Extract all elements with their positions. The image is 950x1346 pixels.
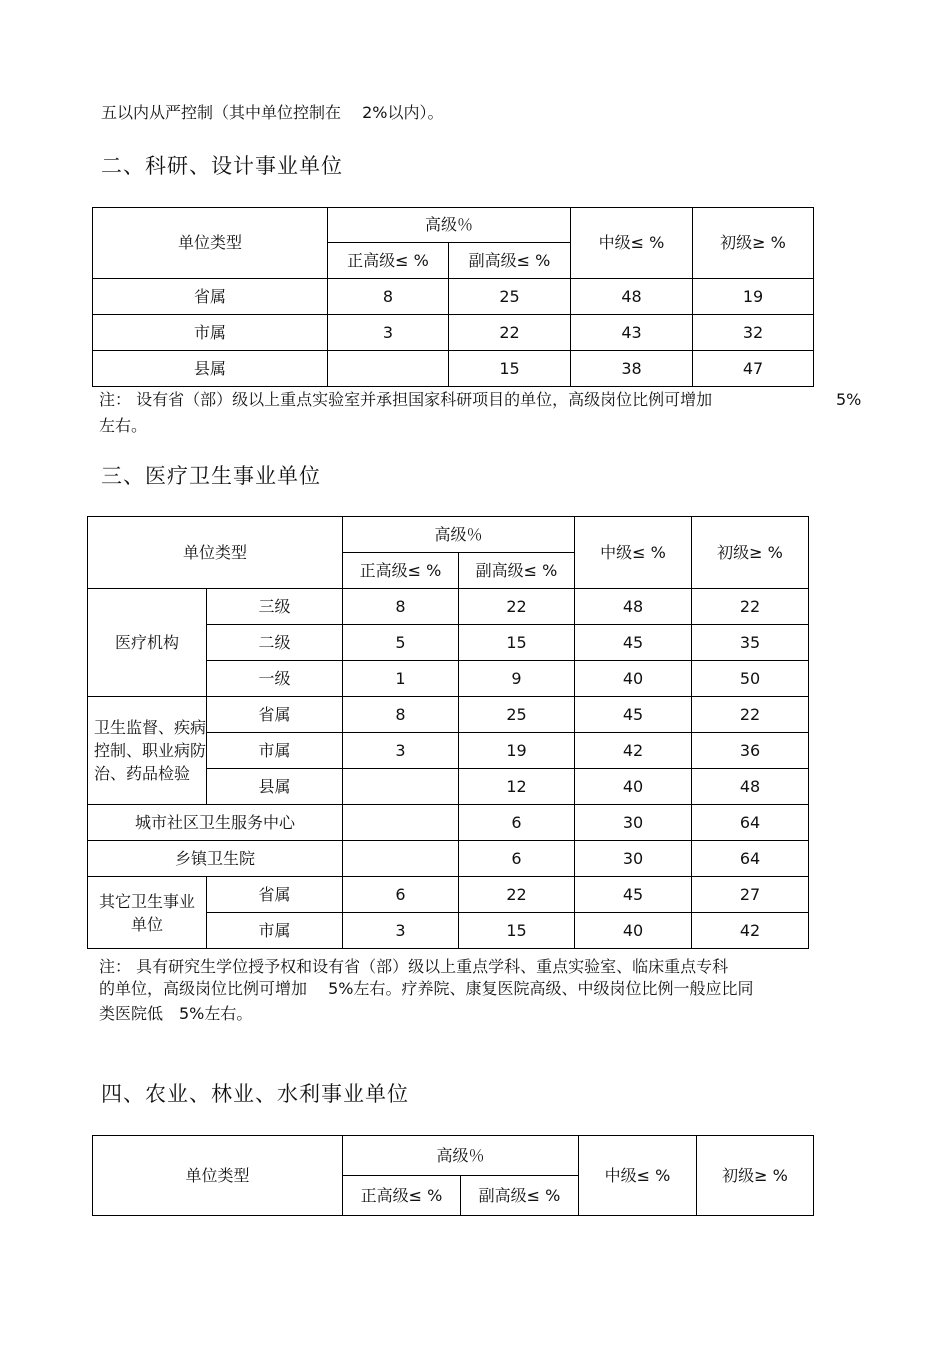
table-row <box>88 841 809 877</box>
section2-title: 二、科研、设计事业单位 <box>101 154 343 178</box>
junior-header: 初级≥ % <box>697 1136 814 1216</box>
cell-intermediate: 40 <box>575 769 692 805</box>
cell-intermediate: 45 <box>575 625 692 661</box>
table-row <box>88 589 809 625</box>
cell-deputy-senior: 25 <box>449 279 571 315</box>
cell-intermediate: 30 <box>575 805 692 841</box>
cell-full-senior: 5 <box>343 625 459 661</box>
cell-deputy-senior: 6 <box>459 805 575 841</box>
row-label: 一级 <box>207 661 343 697</box>
section3-table <box>87 516 809 949</box>
cell-intermediate: 30 <box>575 841 692 877</box>
table-row <box>88 877 809 913</box>
row-label: 省属 <box>207 877 343 913</box>
cell-junior: 35 <box>692 625 809 661</box>
cell-intermediate: 45 <box>575 697 692 733</box>
unit-type-header: 单位类型 <box>93 1136 343 1216</box>
cell-deputy-senior: 6 <box>459 841 575 877</box>
section4-title: 四、农业、林业、水利事业单位 <box>101 1082 409 1106</box>
cell-deputy-senior: 15 <box>459 913 575 949</box>
section2-note-pct: 5% <box>836 390 862 409</box>
cell-intermediate: 38 <box>571 351 693 387</box>
row-label: 县属 <box>93 351 328 387</box>
cell-full-senior: 3 <box>328 315 449 351</box>
cell-intermediate: 48 <box>571 279 693 315</box>
cell-full-senior <box>343 769 459 805</box>
cell-intermediate: 40 <box>575 913 692 949</box>
table-row <box>93 279 814 315</box>
cell-intermediate: 40 <box>575 661 692 697</box>
section2-note-line2: 左右。 <box>99 416 148 435</box>
group-medical-institutions: 医疗机构 <box>88 589 207 697</box>
junior-header: 初级≥ % <box>692 517 809 589</box>
cell-junior: 47 <box>693 351 814 387</box>
section2-table <box>92 207 814 387</box>
cell-junior: 19 <box>693 279 814 315</box>
cell-deputy-senior: 15 <box>459 625 575 661</box>
cell-full-senior: 8 <box>343 697 459 733</box>
cell-full-senior <box>343 841 459 877</box>
junior-header: 初级≥ % <box>693 208 814 279</box>
cell-deputy-senior: 12 <box>459 769 575 805</box>
cell-intermediate: 48 <box>575 589 692 625</box>
cell-full-senior: 6 <box>343 877 459 913</box>
cell-deputy-senior: 22 <box>459 589 575 625</box>
cell-deputy-senior: 25 <box>459 697 575 733</box>
unit-type-header: 单位类型 <box>93 208 328 279</box>
row-label: 乡镇卫生院 <box>88 841 343 877</box>
row-label: 县属 <box>207 769 343 805</box>
cell-deputy-senior: 15 <box>449 351 571 387</box>
cell-intermediate: 45 <box>575 877 692 913</box>
section3-title: 三、医疗卫生事业单位 <box>101 464 321 488</box>
cell-junior: 50 <box>692 661 809 697</box>
section3-note-line3: 类医院低 5%左右。 <box>99 1004 253 1023</box>
row-label: 市属 <box>93 315 328 351</box>
group-other-health: 其它卫生事业单位 <box>88 877 207 949</box>
deputy-senior-header: 副高级≤ % <box>459 553 575 589</box>
deputy-senior-header: 副高级≤ % <box>461 1176 579 1216</box>
cell-full-senior: 3 <box>343 913 459 949</box>
row-label: 省属 <box>93 279 328 315</box>
table-row <box>88 697 809 733</box>
cell-intermediate: 43 <box>571 315 693 351</box>
senior-header: 高级％ <box>328 208 571 243</box>
cell-junior: 22 <box>692 697 809 733</box>
section4-table <box>92 1135 814 1216</box>
group-health-supervision: 卫生监督、疾病控制、职业病防治、药品检验 <box>88 697 207 805</box>
table-row <box>88 805 809 841</box>
cell-junior: 64 <box>692 805 809 841</box>
cell-junior: 22 <box>692 589 809 625</box>
table-row <box>93 315 814 351</box>
row-label: 市属 <box>207 913 343 949</box>
cell-junior: 36 <box>692 733 809 769</box>
cell-junior: 27 <box>692 877 809 913</box>
intro-line: 五以内从严控制（其中单位控制在 2%以内）。 <box>101 103 444 122</box>
cell-full-senior <box>343 805 459 841</box>
deputy-senior-header: 副高级≤ % <box>449 243 571 279</box>
cell-deputy-senior: 9 <box>459 661 575 697</box>
full-senior-header: 正高级≤ % <box>343 553 459 589</box>
cell-deputy-senior: 22 <box>459 877 575 913</box>
cell-junior: 42 <box>692 913 809 949</box>
cell-deputy-senior: 19 <box>459 733 575 769</box>
cell-deputy-senior: 22 <box>449 315 571 351</box>
unit-type-header: 单位类型 <box>88 517 343 589</box>
intermediate-header: 中级≤ % <box>575 517 692 589</box>
row-label: 城市社区卫生服务中心 <box>88 805 343 841</box>
table-row <box>93 351 814 387</box>
intermediate-header: 中级≤ % <box>571 208 693 279</box>
cell-junior: 64 <box>692 841 809 877</box>
cell-intermediate: 42 <box>575 733 692 769</box>
row-label: 市属 <box>207 733 343 769</box>
cell-full-senior: 8 <box>343 589 459 625</box>
cell-full-senior: 3 <box>343 733 459 769</box>
row-label: 三级 <box>207 589 343 625</box>
cell-junior: 32 <box>693 315 814 351</box>
senior-header: 高级％ <box>343 517 575 553</box>
cell-junior: 48 <box>692 769 809 805</box>
section3-note-line1: 注： 具有研究生学位授予权和设有省（部）级以上重点学科、重点实验室、临床重点专科 <box>99 957 729 976</box>
row-label: 二级 <box>207 625 343 661</box>
cell-full-senior: 8 <box>328 279 449 315</box>
full-senior-header: 正高级≤ % <box>328 243 449 279</box>
section2-note-line1: 注： 设有省（部）级以上重点实验室并承担国家科研项目的单位，高级岗位比例可增加 <box>99 390 713 409</box>
cell-full-senior: 1 <box>343 661 459 697</box>
cell-full-senior <box>328 351 449 387</box>
intermediate-header: 中级≤ % <box>579 1136 697 1216</box>
section3-note-line2: 的单位，高级岗位比例可增加 5%左右。疗养院、康复医院高级、中级岗位比例一般应比同 <box>99 979 754 998</box>
full-senior-header: 正高级≤ % <box>343 1176 461 1216</box>
row-label: 省属 <box>207 697 343 733</box>
senior-header: 高级％ <box>343 1136 579 1176</box>
